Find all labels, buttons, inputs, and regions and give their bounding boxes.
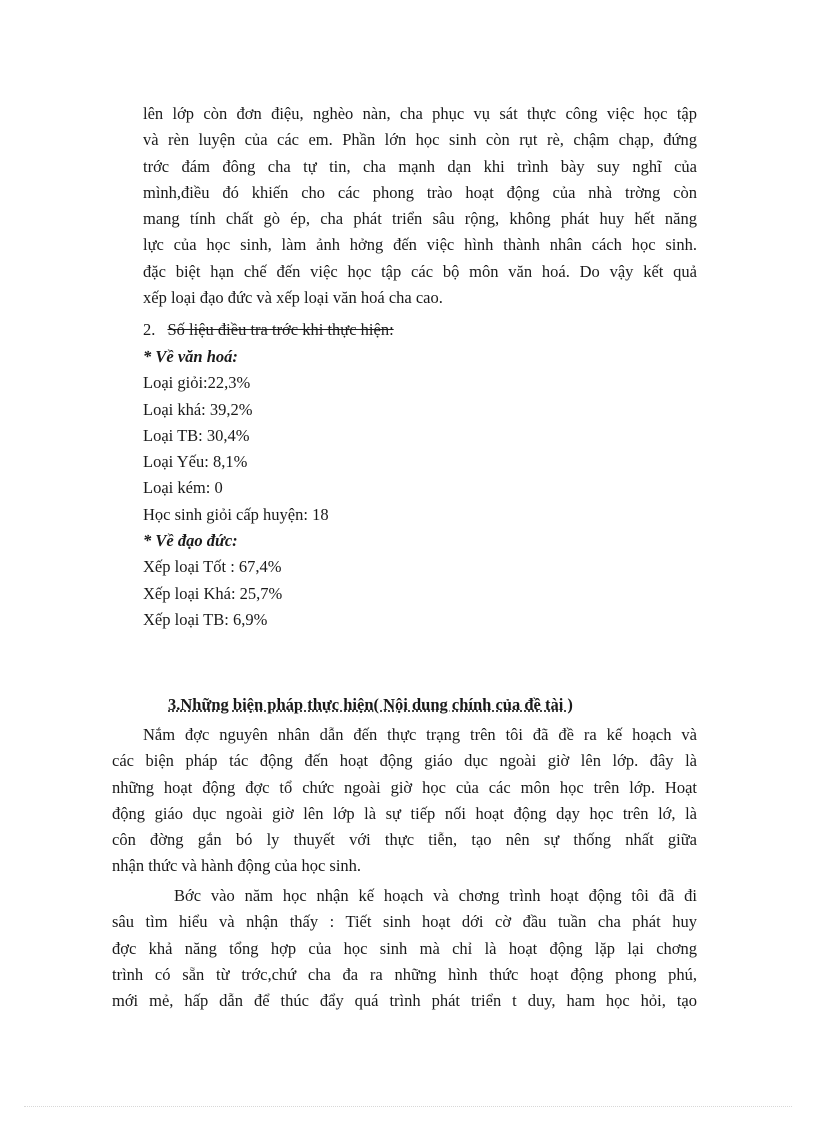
ethics-item: Xếp loại TB: 6,9%	[143, 609, 268, 629]
section-2-title: Số liệu điều tra trớc khi thực hiện:	[167, 320, 394, 339]
section-3-heading: 3.Những biện pháp thực hiện( Nội dung chính của đề tài )	[168, 695, 573, 714]
observation-paragraph	[112, 883, 697, 1014]
paragraph-line: Bớc vào năm học nhận kế hoạch và chơng trình hoạt động tôi đã đi	[174, 886, 697, 905]
paragraph-line: lực của học sinh, làm ảnh hởng đến việc hình thành nhân cách học sinh.	[143, 235, 697, 255]
culture-item: Loại Yếu: 8,1%	[143, 452, 248, 472]
paragraph-line: trình có sẵn từ trớc,chứ cha đa ra những hình thức hoạt động phong phú,	[112, 964, 697, 984]
culture-results	[143, 344, 697, 633]
paragraph-line: đợc khả năng tổng hợp của học sinh mà chỉ là hoạt động lặp lại chơng	[112, 938, 697, 958]
section-2-number: 2.	[143, 320, 156, 339]
measures-paragraph	[112, 722, 697, 880]
paragraph-line: và rèn luyện của các em. Phần lớn học sinh còn rụt rè, chậm chạp, đứng	[143, 130, 697, 150]
culture-item: Loại TB: 30,4%	[143, 425, 250, 445]
paragraph-line: mang tính chất gò ép, cha phát triển sâu rộng, không phát huy hết năng	[143, 209, 697, 229]
paragraph-line: các biện pháp tác động đến hoạt động giáo dục ngoài giờ lên lớp. đây là	[112, 751, 697, 771]
paragraph-line: mới mẻ, hấp dẫn để thúc đẩy quá trình phát triển t duy, ham học hỏi, tạo	[112, 991, 697, 1011]
paragraph-line: côn đờng gắn bó ly thuyết với thực tiễn, tạo nên sự thống nhất giữa	[112, 830, 697, 850]
paragraph-line: những hoạt động đợc tổ chức ngoài giờ học của các môn học trên lớp. Hoạt	[112, 777, 697, 797]
paragraph-line: xếp loại đạo đức và xếp loại văn hoá cha cao.	[143, 288, 443, 308]
paragraph-line: trớc đám đông cha tự tin, cha mạnh dạn khi trình bày suy nghĩ của	[143, 156, 697, 176]
section-2-heading	[143, 317, 394, 343]
paragraph-line: mình,điều đó khiến cho các phong trào hoạt động của nhà trờng còn	[143, 182, 697, 202]
paragraph-line: động giáo dục ngoài giờ lên lớp là sự tiếp nối hoạt động dạy học trên lớ, là	[112, 803, 697, 823]
culture-item: Loại kém: 0	[143, 478, 223, 498]
ethics-item: Xếp loại Tốt : 67,4%	[143, 557, 282, 577]
paragraph-line: sâu tìm hiểu và nhận thấy : Tiết sinh hoạt dới cờ đầu tuần cha phát huy	[112, 912, 697, 932]
ethics-heading: * Về đạo đức:	[143, 531, 238, 551]
ethics-item: Xếp loại Khá: 25,7%	[143, 583, 283, 603]
page-bottom-divider	[24, 1106, 792, 1107]
culture-item: Loại giỏi:22,3%	[143, 373, 251, 393]
paragraph-line: đặc biệt hạn chế đến việc học tập các bộ môn văn hoá. Do vậy kết quả	[143, 261, 697, 281]
paragraph-line: nhận thức và hành động của học sinh.	[112, 856, 362, 876]
intro-paragraph	[143, 101, 697, 311]
paragraph-line: Nắm đợc nguyên nhân dẫn đến thực trạng trên tôi đã đề ra kế hoạch và	[143, 725, 697, 744]
culture-item: Loại khá: 39,2%	[143, 399, 253, 419]
culture-item: Học sinh giỏi cấp huyện: 18	[143, 504, 329, 524]
paragraph-line: lên lớp còn đơn điệu, nghèo nàn, cha phục vụ sát thực công việc học tập	[143, 104, 697, 123]
culture-heading: * Về văn hoá:	[143, 347, 238, 366]
